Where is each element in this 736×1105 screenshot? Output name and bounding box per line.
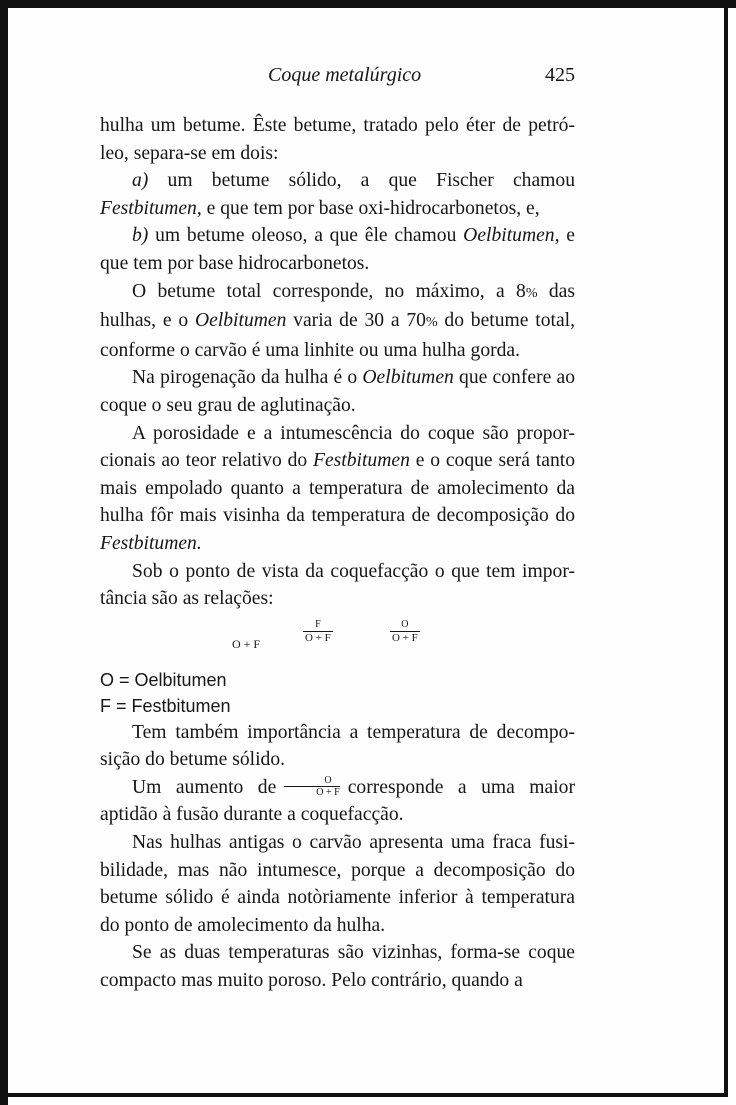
item-label-b: b) <box>132 225 149 247</box>
term-oelbitumen: Oelbitumen <box>194 310 287 332</box>
running-title: Coque metalúrgico <box>268 64 422 86</box>
p5-text-2: que confere ao coque o seu grau de aglutinação. <box>100 367 575 416</box>
scan-border-left <box>0 0 8 1105</box>
paragraph-8: Tem também importância a temperatura de decompo- sição do betume sólido. <box>100 721 575 771</box>
term-oelbitumen: Oelbitumen <box>362 367 454 389</box>
formula-fraction-f <box>303 619 333 645</box>
p4-text-1: O betume total corresponde, no máximo, a 8 <box>132 280 526 302</box>
paragraph-2 <box>100 167 575 222</box>
fraction-denominator: O + F <box>392 631 418 644</box>
item-label-a: a) <box>132 170 149 192</box>
paragraph-6 <box>100 420 575 558</box>
paragraph-1: hulha um betume. Êste betume, tratado pelo éter de petró- leo, separa-se em dois: <box>100 115 575 164</box>
scan-border-top <box>0 0 736 8</box>
paragraph-7: Sob o ponto de vista da coquefacção o que tem impor- tância são as relações: <box>100 560 575 610</box>
inline-fraction <box>284 775 339 798</box>
fraction-numerator: O <box>390 619 420 632</box>
p4-text-4: do betume total, conforme o carvão é uma linhite ou uma hulha gorda. <box>100 310 576 361</box>
definition-f: F = Festbitumen <box>100 695 231 716</box>
page-number: 425 <box>545 64 575 86</box>
p4-text-2: das hulhas, e o <box>100 280 575 332</box>
term-festbitumen: Festbitumen. <box>100 532 202 554</box>
paragraph-9 <box>100 774 575 829</box>
formula-row <box>100 619 575 663</box>
fraction-denominator: O + F <box>305 631 331 644</box>
p3-text-1: um betume oleoso, a que êle chamou <box>148 225 464 247</box>
paragraph-11: Se as duas temperaturas são vizinhas, forma-se coque compacto mas muito poroso. Pelo contrário, quando a <box>100 942 575 992</box>
page-header <box>100 64 575 94</box>
paragraph-10: Nas hulhas antigas o carvão apresenta uma fraca fusi- bilidade, mas não intumesce, porque a decomposição do betume sólido é ainda notòriamente inferior à temperatura do ponto de amolecimento da hulha. <box>100 832 575 936</box>
definition-o: O = Oelbitumen <box>100 669 227 690</box>
p2-text-1: um betume sólido, a que Fischer chamou <box>148 170 575 192</box>
formula-fraction-o <box>390 619 420 645</box>
p9-text-2: corresponde a uma maior aptidão à fusão durante a coquefacção. <box>100 776 575 826</box>
percent-sign-2: % <box>425 315 438 331</box>
p2-text-2: e que tem por base oxi-hidrocarbonetos, e, <box>201 197 540 219</box>
paragraph-5 <box>100 364 575 419</box>
p4-text-3: varia de 30 a 70 <box>286 310 426 332</box>
formula-sum: O + F <box>232 636 261 651</box>
percent-sign-1: % <box>525 285 538 301</box>
fraction-numerator: O <box>284 775 339 787</box>
fraction-numerator: F <box>303 619 333 632</box>
term-oelbitumen: Oelbitumen, <box>463 225 560 247</box>
body-text <box>100 112 575 995</box>
paragraph-3 <box>100 222 575 277</box>
p6-text-1: A porosidade e a intumescência do coque são propor- cionais ao teor relativo do <box>100 422 575 472</box>
p9-text-1: Um aumento de <box>132 776 277 798</box>
fraction-denominator: O + F <box>316 786 340 798</box>
p5-text-1: Na pirogenação da hulha é o <box>132 367 363 389</box>
term-festbitumen: Festbitumen, <box>100 197 202 219</box>
term-festbitumen: Festbitumen <box>313 450 410 472</box>
p6-text-2: e o coque será tanto mais empolado quanto a temperatura de amolecimento da hulha fôr mais visinha da temperatura de decomposição do <box>100 450 575 527</box>
paragraph-4 <box>100 278 575 365</box>
p3-text-2: e que tem por base hidrocarbonetos. <box>100 225 575 274</box>
